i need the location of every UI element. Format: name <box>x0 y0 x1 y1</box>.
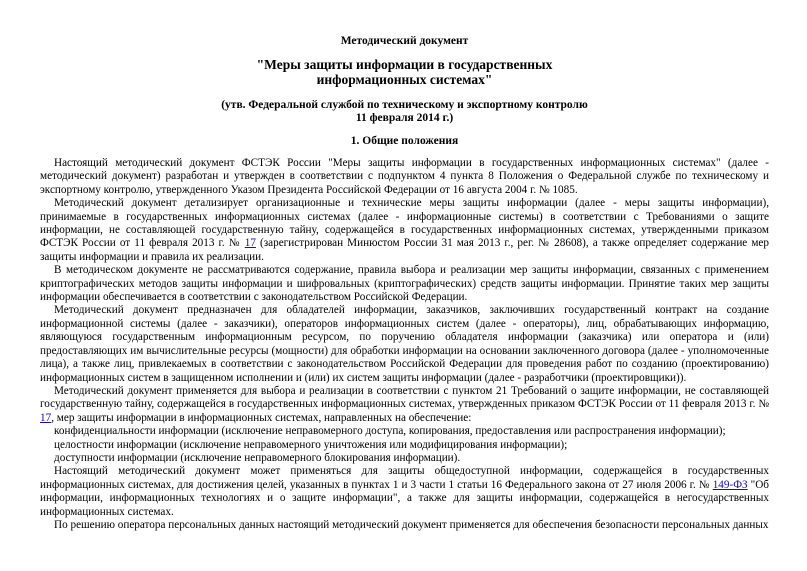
list-item-availability: доступности информации (исключение неправомерного блокирования информации). <box>54 451 461 464</box>
paragraph-4: Методический документ предназначен для обладателей информации, заказчиков, заключивших государственный контракт на создание информационной системы (далее - заказчики), операторов информационных систем (далее - операторы), лиц, обрабатывающих информацию, являющуюся государственным информационным ресурсом, по поручению обладателя информации (заказчика) или оператора и (или) предоставляющих им вычислительные ресурсы (мощности) для обработки информации на основании заключенного договора (далее - уполномоченные лица), а также лиц, привлекаемых в соответствии с законодательством Российской Федерации для проведения работ по созданию (проектированию) информационных систем в защищенном исполнении и (или) их систем защиты информации (далее - разработчики (проектировщики)). <box>40 304 769 384</box>
paragraph-5-text-before: Методический документ применяется для выбора и реализации в соответствии с пунктом 21 Требований о защите информации, не составляющей государственную тайну, содержащейся в государственных информационных системах, утвержденных приказом ФСТЭК России от 11 февраля 2013 г. № <box>40 384 769 411</box>
list-item-confidentiality: конфиденциальности информации (исключение неправомерного доступа, копирования, предоставления или распространения информации); <box>54 425 726 438</box>
document-title <box>40 57 769 87</box>
approval-note <box>40 99 769 125</box>
paragraph-1: Настоящий методический документ ФСТЭК России "Меры защиты информации в государственных информационных системах" (далее - методический документ) разработан и утвержден в соответствии с подпунктом 4 пункта 8 Положения о Федеральной службе по техническому и экспортному контролю, утвержденного Указом Президента Российской Федерации от 16 августа 2004 г. № 1085. <box>40 157 769 196</box>
document-body <box>40 157 769 532</box>
approval-line-2: 11 февраля 2014 г.) <box>355 112 454 124</box>
paragraph-7: По решению оператора персональных данных настоящий методический документ применяется для обеспечения безопасности персональных данных <box>54 518 769 531</box>
paragraph-5-text-after: , мер защиты информации в информационных системах, направленных на обеспечение: <box>51 411 472 424</box>
paragraph-6-text-before: Настоящий методический документ может применяться для защиты общедоступной информации, содержащейся в государственных информационных системах, для достижения целей, указанных в пунктах 1 и 3 части 1 статьи 16 Федерального закона от 27 июля 2006 г. № <box>40 465 769 491</box>
paragraph-2-text-before: Методический документ детализирует организационные и технические меры защиты информации (далее - меры защиты информации), принимаемые в государственных информационных системах (далее - информационные системы) в соответствии с Требованиями о защите информации, не составляющей государственную тайну, содержащейся в государственных информационных системах, утвержденными приказом ФСТЭК России от 11 февраля 2013 г. № <box>40 197 769 250</box>
section-heading: 1. Общие положения <box>350 135 459 147</box>
document-title-line-2: информационных системах" <box>316 72 493 87</box>
paragraph-3: В методическом документе не рассматриваются содержание, правила выбора и реализации мер защиты информации, связанных с применением криптографических методов защиты информации и шифровальных (криптографических) средств защиты информации. Принятие таких мер защиты информации обеспечивается в соответствии с законодательством Российской Федерации. <box>40 264 769 304</box>
paragraph-6 <box>40 465 769 519</box>
paragraph-5 <box>40 385 769 425</box>
approval-line-1: (утв. Федеральной службой по техническому и экспортному контролю <box>221 99 588 111</box>
list-item-integrity: целостности информации (исключение неправомерного уничтожения или модифицирования информации); <box>54 438 568 451</box>
paragraph-2-text-after: (зарегистрирован Минюстом России 31 мая 2013 г., рег. № 28608), а также определяет содержание мер защиты информации и правила их реализации. <box>40 237 769 263</box>
paragraph-2 <box>40 197 769 264</box>
order-17-link-2[interactable]: 17 <box>40 411 52 424</box>
order-17-link[interactable]: 17 <box>244 237 256 250</box>
law-149-fz-link[interactable]: 149-ФЗ <box>712 478 748 491</box>
paragraph-6-text-after: "Об информации, информационных технологиях и о защите информации", а также для защиты информации, содержащейся в негосударственных информационных системах. <box>40 478 769 518</box>
document-kind: Методический документ <box>340 35 469 47</box>
document-title-line-1: "Меры защиты информации в государственных <box>256 57 553 72</box>
